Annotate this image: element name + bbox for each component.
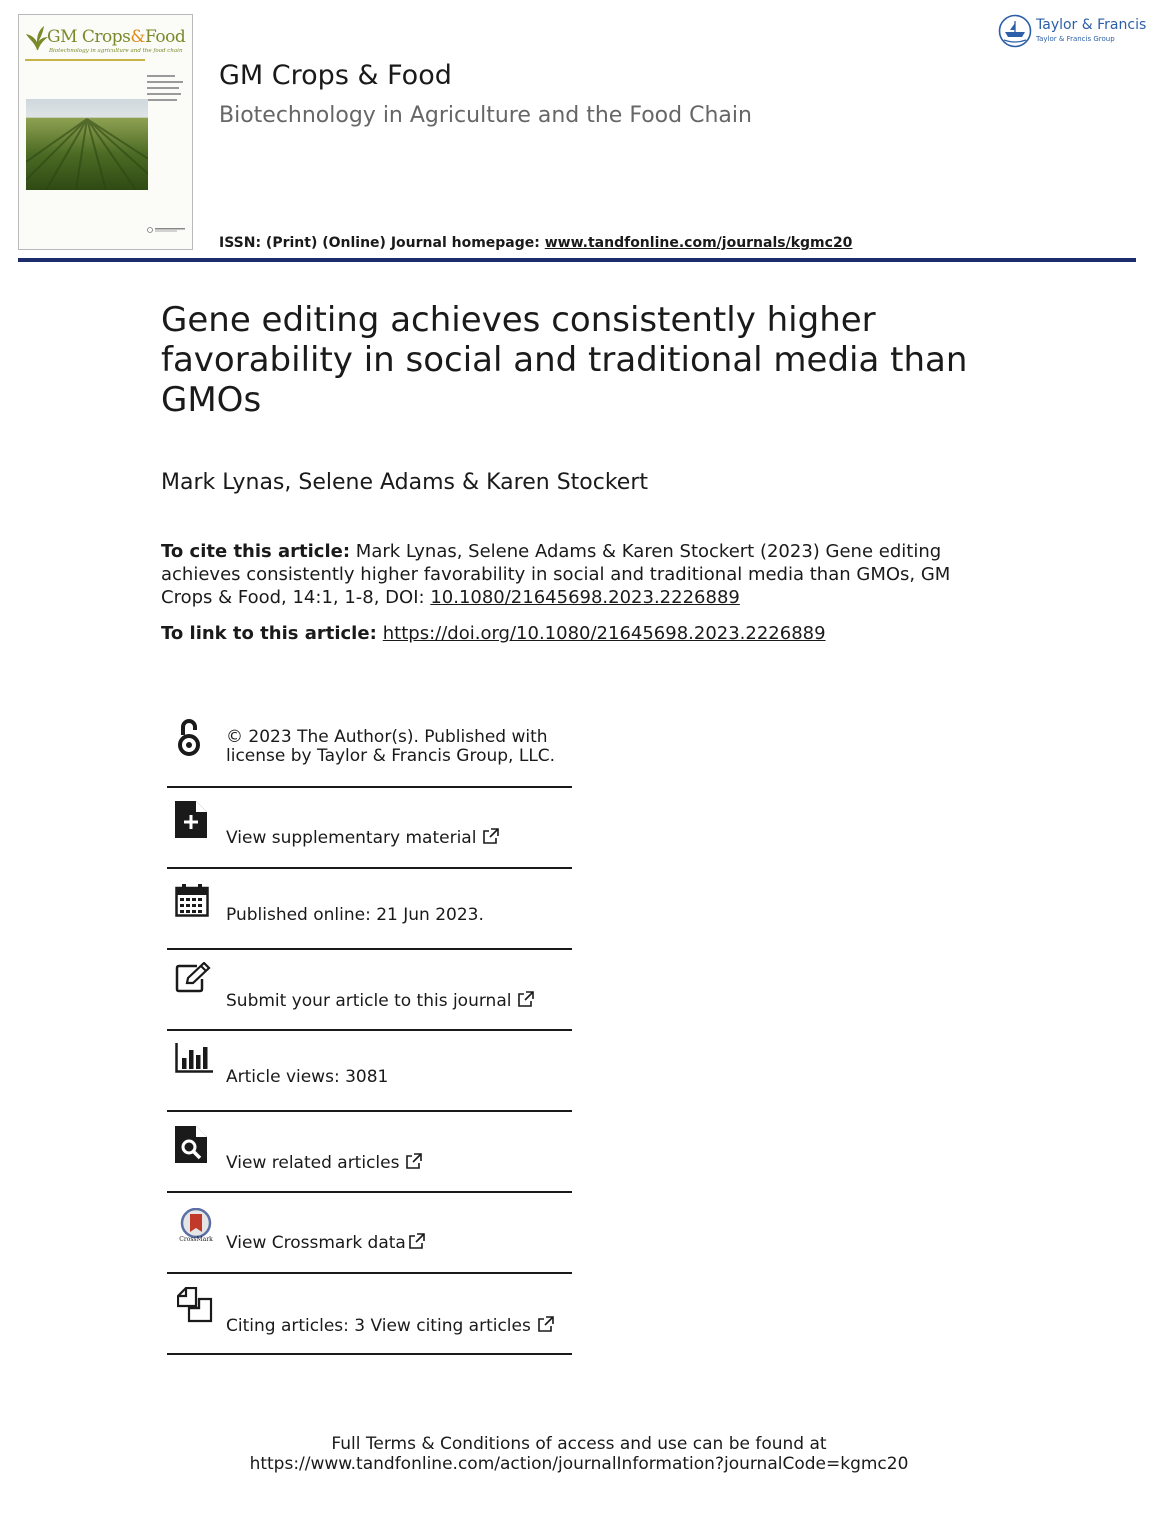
external-link-icon: [405, 1153, 422, 1170]
terms-line-1: Full Terms & Conditions of access and use can be found at: [331, 1434, 827, 1454]
cover-field-photo: [26, 99, 148, 190]
cover-logo: [25, 25, 187, 55]
license-line-2: license by Taylor & Francis Group, LLC.: [226, 746, 556, 766]
related-articles-link[interactable]: View related articles: [226, 1153, 400, 1173]
divider: [167, 867, 572, 869]
journal-homepage-link[interactable]: www.tandfonline.com/journals/kgmc20: [544, 235, 853, 251]
crossmark-icon: [179, 1208, 213, 1242]
cover-publisher-mark: [147, 227, 187, 233]
external-link-icon: [408, 1233, 425, 1250]
cover-editors-block: [147, 75, 187, 105]
publisher-group: Taylor & Francis Group: [1036, 35, 1115, 43]
submit-article-link[interactable]: Submit your article to this journal: [226, 991, 512, 1011]
article-title: Gene editing achieves consistently higher favorability in social and traditional media than GMOs: [161, 300, 968, 420]
external-link-icon: [482, 828, 499, 845]
divider: [167, 948, 572, 950]
cite-label: To cite this article:: [161, 541, 351, 562]
cite-text: Mark Lynas, Selene Adams & Karen Stockert (2023) Gene editing achieves consistently higher favorability in social and traditional media than GMOs, GM Crops & Food, 14:1, 1-8, DOI:: [161, 541, 951, 608]
journal-cover-image: [18, 14, 193, 250]
citing-articles-icon: [177, 1287, 213, 1323]
cover-logo-text-b: Food: [145, 27, 186, 47]
bar-chart-icon: [175, 1043, 213, 1073]
edit-icon: [175, 962, 211, 994]
divider: [167, 1191, 572, 1193]
cite-doi-link[interactable]: 10.1080/21645698.2023.2226889: [430, 587, 740, 608]
external-link-icon: [517, 991, 534, 1008]
crossmark-icon-label: CrossMark: [179, 1236, 213, 1242]
open-access-icon: [175, 718, 203, 758]
journal-subtitle: Biotechnology in Agriculture and the Food Chain: [219, 103, 752, 128]
article-doi-url[interactable]: https://doi.org/10.1080/21645698.2023.2226889: [382, 623, 826, 644]
divider: [167, 1272, 572, 1274]
issn-prefix: ISSN: (Print) (Online) Journal homepage:: [219, 235, 545, 251]
divider: [167, 1110, 572, 1112]
article-link-block: [161, 623, 826, 644]
divider: [167, 1353, 572, 1355]
journal-title: GM Crops & Food: [219, 60, 452, 91]
article-views: Article views: 3081: [226, 1067, 389, 1087]
cover-divider: [25, 59, 145, 61]
divider: [167, 1029, 572, 1031]
citation-block: [161, 540, 991, 609]
cover-logo-sub: Biotechnology in agriculture and the food chain: [49, 48, 183, 54]
publisher-emblem-icon: [998, 14, 1032, 48]
external-link-icon: [537, 1316, 554, 1333]
header-rule: [18, 258, 1136, 262]
license-line-1: © 2023 The Author(s). Published with: [226, 727, 548, 747]
link-label: To link to this article:: [161, 623, 377, 644]
cover-logo-text-a: GM Crops: [47, 27, 131, 47]
cover-logo-amp: &: [130, 27, 146, 47]
terms-footer: [0, 1434, 1158, 1474]
terms-url[interactable]: https://www.tandfonline.com/action/journalInformation?journalCode=kgmc20: [249, 1454, 909, 1474]
publisher-name: Taylor & Francis: [1036, 17, 1147, 33]
calendar-icon: [175, 883, 209, 917]
corn-leaf-icon: [25, 25, 49, 51]
publisher-logo[interactable]: [998, 14, 1147, 50]
article-authors: Mark Lynas, Selene Adams & Karen Stockert: [161, 470, 648, 495]
published-date: Published online: 21 Jun 2023.: [226, 905, 484, 925]
divider: [167, 786, 572, 788]
issn-line: [219, 235, 852, 251]
supplementary-file-icon: [175, 801, 207, 838]
supplementary-link[interactable]: View supplementary material: [226, 828, 477, 848]
crossmark-link[interactable]: View Crossmark data: [226, 1233, 406, 1253]
search-document-icon: [175, 1126, 207, 1163]
citing-articles-link[interactable]: Citing articles: 3 View citing articles: [226, 1316, 531, 1336]
